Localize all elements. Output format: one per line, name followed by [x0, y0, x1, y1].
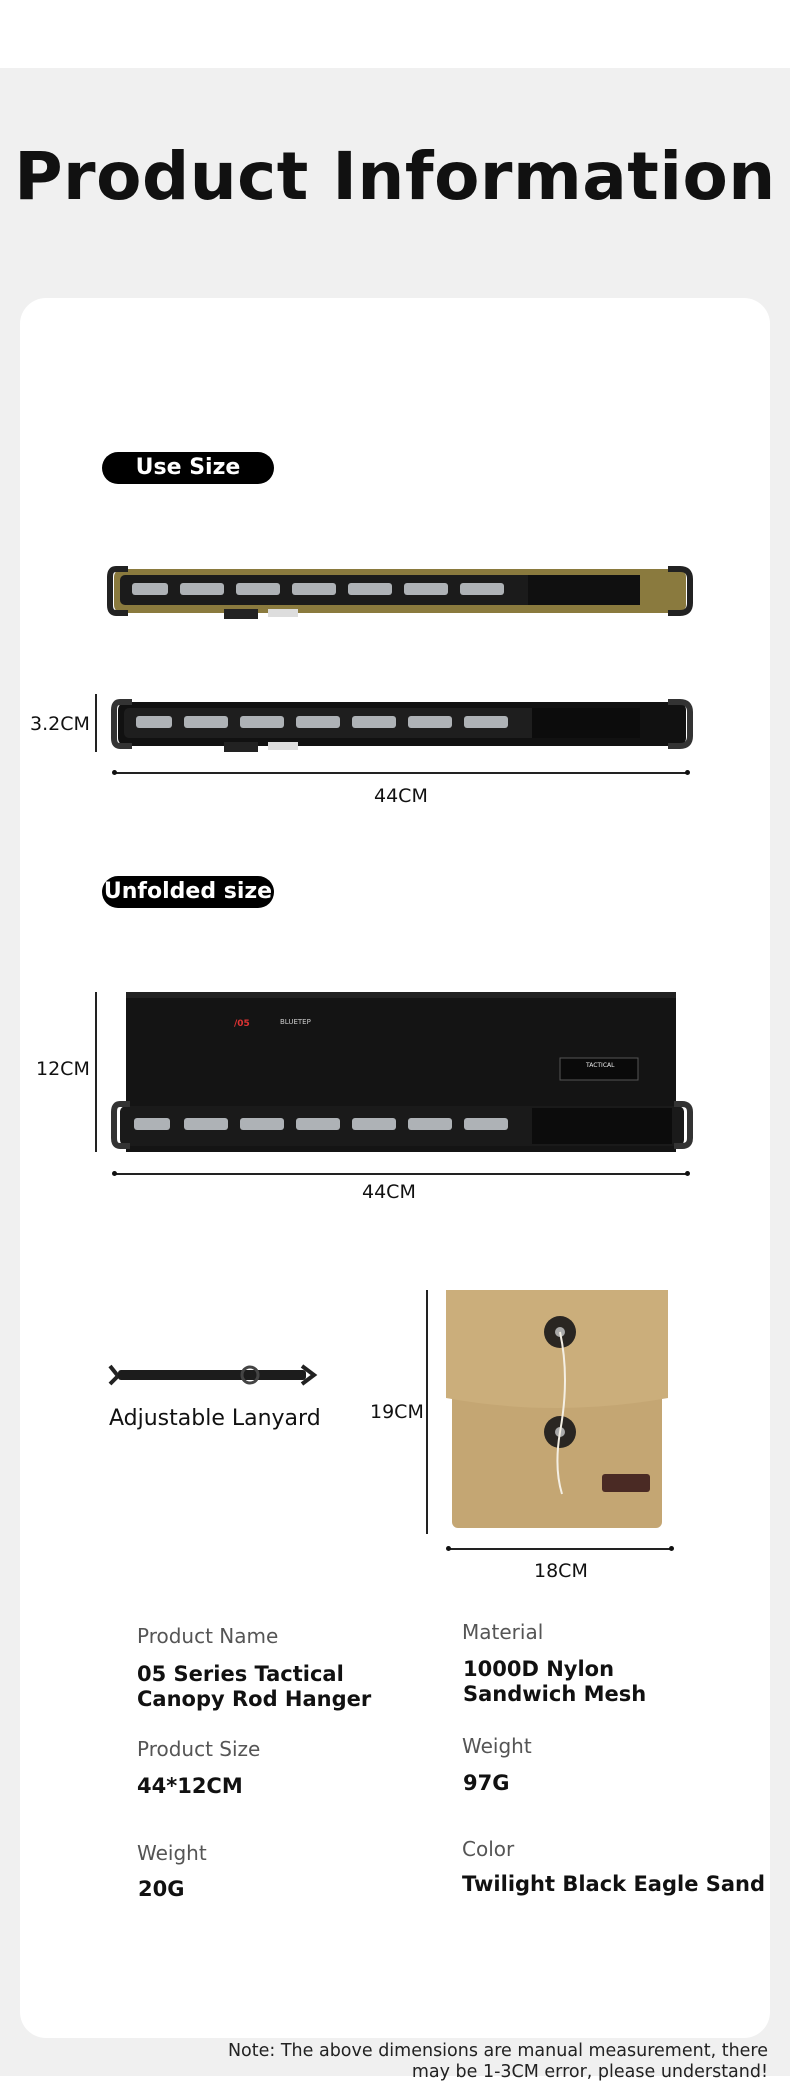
pouch-width-line: [448, 1548, 672, 1550]
info-card: [20, 298, 770, 2038]
use-height-line: [95, 694, 97, 752]
spec-value-weight-lanyard: 20G: [138, 1877, 185, 1901]
unfolded-hanger-image: [112, 990, 692, 1158]
use-width-line: [114, 772, 688, 774]
unfolded-width-label: 44CM: [362, 1181, 416, 1203]
spec-label-product-size: Product Size: [137, 1737, 261, 1761]
use-width-dot-right: [685, 770, 690, 775]
pouch-width-label: 18CM: [534, 1560, 588, 1582]
use-width-dot-left: [112, 770, 117, 775]
use-height-label: 3.2CM: [30, 713, 90, 735]
unfolded-size-badge: Unfolded size: [102, 876, 274, 908]
spec-value-color: Twilight Black Eagle Sand: [462, 1872, 766, 1896]
spec-label-product-name: Product Name: [137, 1624, 279, 1648]
spec-value-product-name: 05 Series Tactical Canopy Rod Hanger: [137, 1662, 372, 1711]
unfolded-width-line: [114, 1173, 688, 1175]
tan-strap-image: [108, 565, 692, 621]
svg-text:TACTICAL: TACTICAL: [586, 1062, 615, 1069]
lanyard-label: Adjustable Lanyard: [109, 1406, 321, 1431]
page-title: Product Information: [14, 138, 776, 215]
black-strap-image: [112, 698, 692, 754]
spec-value-weight: 97G: [463, 1771, 510, 1795]
svg-text:/05: /05: [234, 1019, 250, 1029]
unfolded-width-dot-right: [685, 1171, 690, 1176]
spec-label-color: Color: [462, 1837, 515, 1861]
use-width-label: 44CM: [374, 785, 428, 807]
spec-label-weight: Weight: [462, 1734, 532, 1758]
pouch-height-label: 19CM: [370, 1401, 424, 1423]
pouch-height-line: [426, 1290, 428, 1534]
pouch-width-dot-left: [446, 1546, 451, 1551]
use-size-badge: Use Size: [102, 452, 274, 484]
spec-label-weight-lanyard: Weight: [137, 1841, 207, 1865]
unfolded-height-line: [95, 992, 97, 1152]
unfolded-height-label: 12CM: [36, 1058, 90, 1080]
spec-value-product-size: 44*12CM: [137, 1774, 243, 1798]
spec-value-material: 1000D Nylon Sandwich Mesh: [463, 1657, 647, 1706]
pouch-image: [444, 1288, 670, 1532]
lanyard-image: [106, 1360, 318, 1390]
measurement-note: Note: The above dimensions are manual measurement, there may be 1-3CM error, please understand!: [227, 2041, 768, 2082]
svg-text:BLUETEP: BLUETEP: [280, 1018, 311, 1026]
spec-label-material: Material: [462, 1620, 544, 1644]
pouch-width-dot-right: [669, 1546, 674, 1551]
unfolded-width-dot-left: [112, 1171, 117, 1176]
